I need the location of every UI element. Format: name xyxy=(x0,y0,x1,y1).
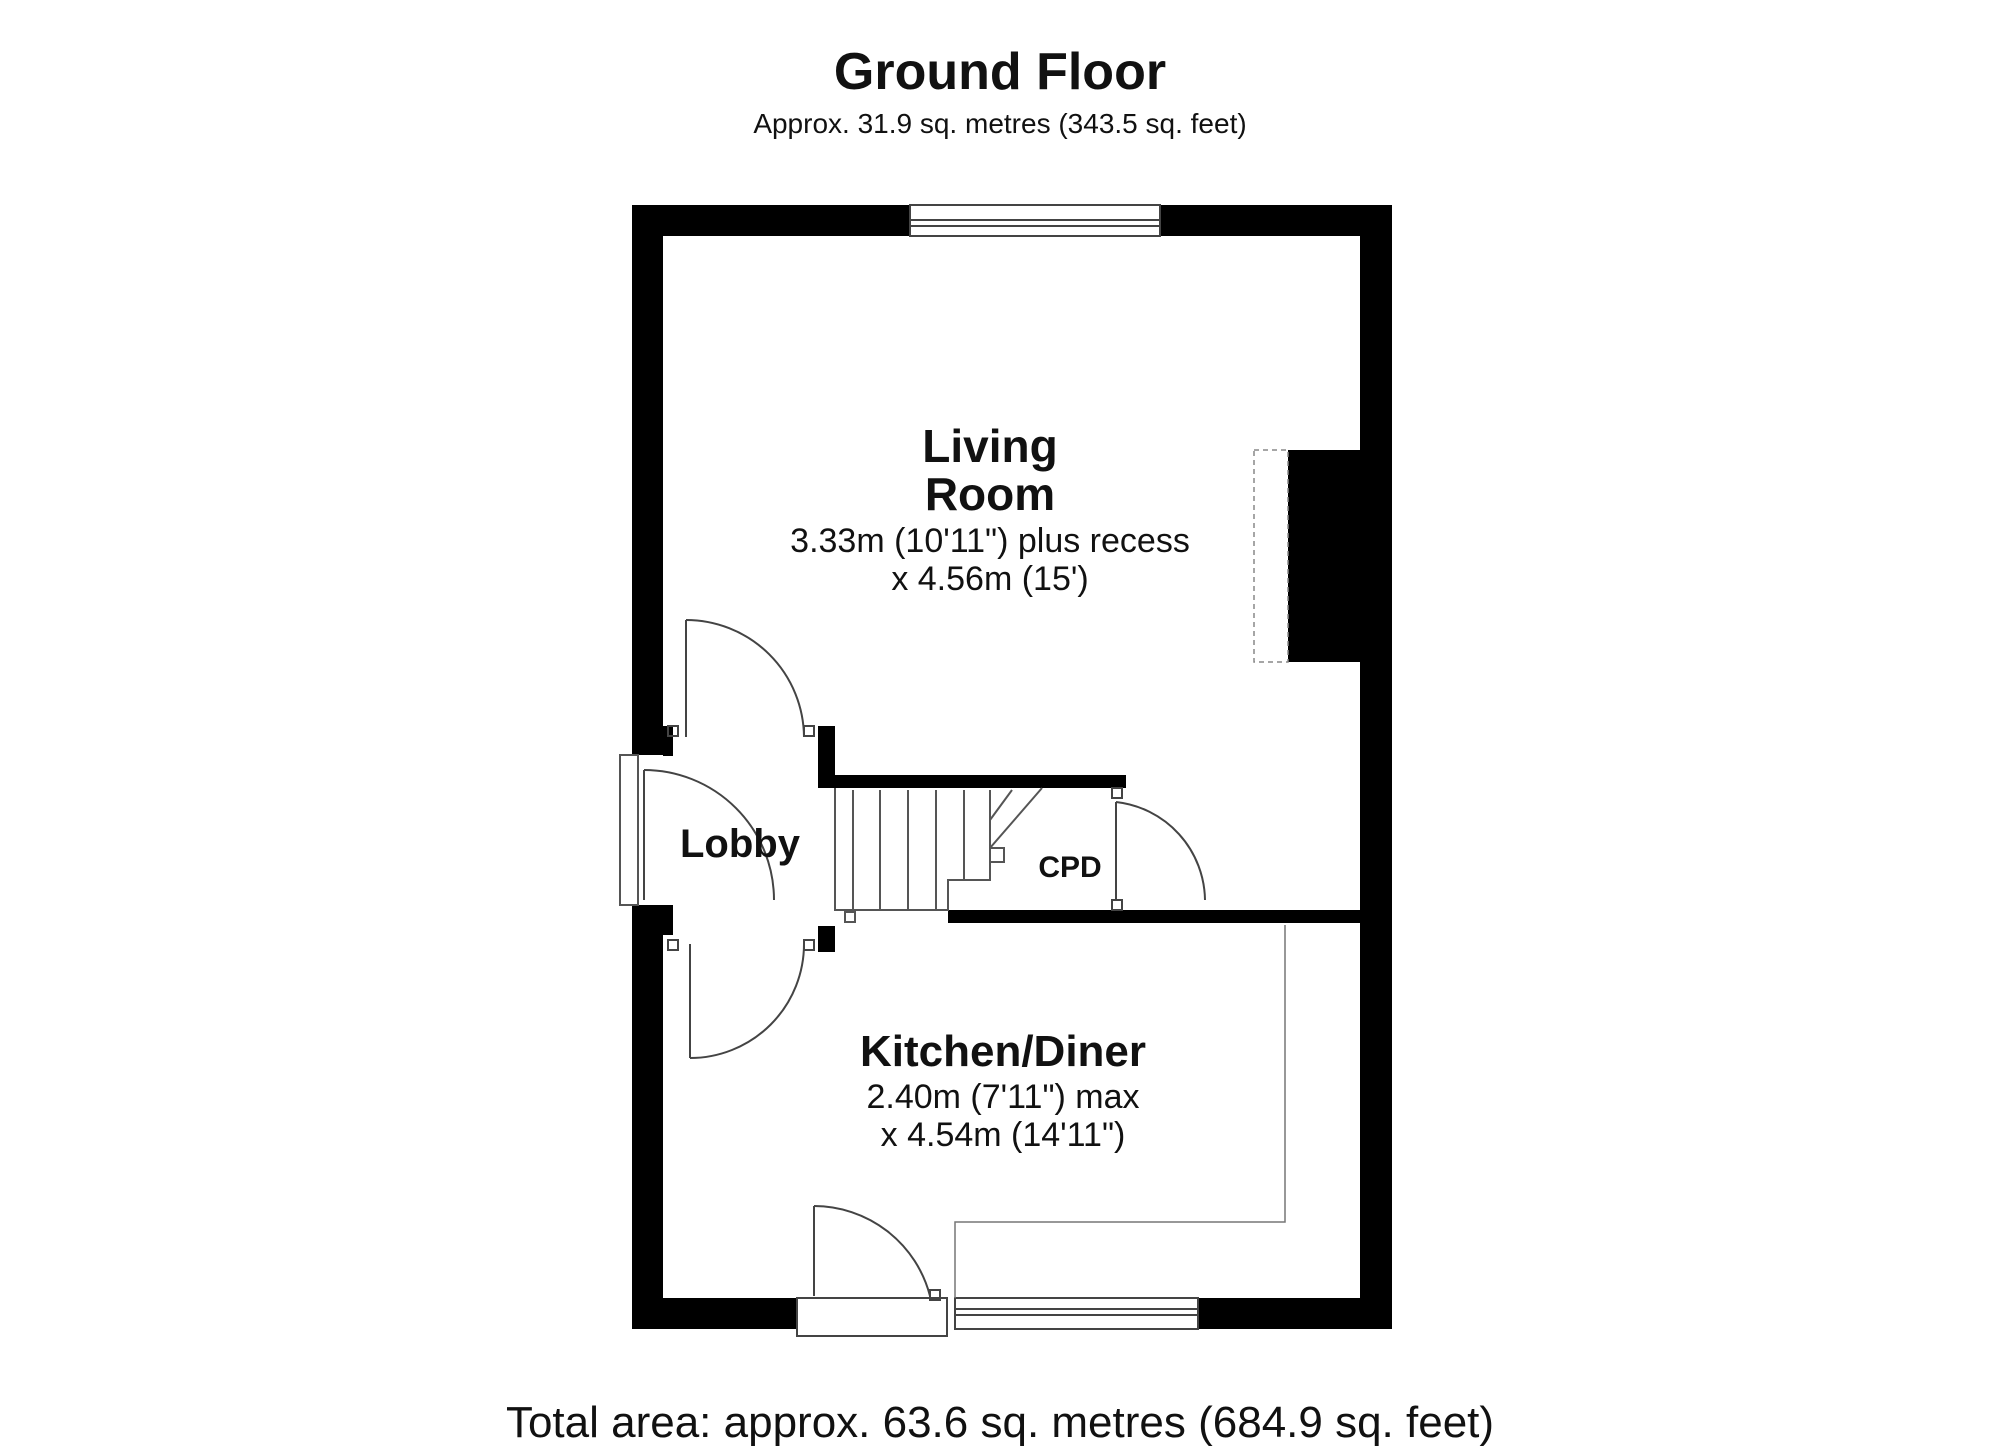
kitchen-diner-name: Kitchen/Diner xyxy=(859,1027,1147,1076)
living-room-dims-2: x 4.56m (15') xyxy=(891,560,1089,598)
lobby-jamb-bottom xyxy=(663,905,673,935)
cpd-name: CPD xyxy=(1038,851,1102,884)
lobby-name: Lobby xyxy=(680,822,800,866)
cpd-door-arc xyxy=(1116,802,1205,900)
chimney-breast xyxy=(1288,450,1362,662)
wall-bottom-right xyxy=(1198,1298,1392,1329)
stair-wall-top xyxy=(818,775,1126,788)
windows xyxy=(910,205,1198,1329)
floor-title: Ground Floor xyxy=(833,43,1167,101)
living-room-name-2: Room xyxy=(924,468,1056,520)
kitchen-divider-wall xyxy=(948,910,1364,923)
wall-left-lower xyxy=(632,905,663,1329)
front-door-frame xyxy=(620,755,638,905)
wall-left-upper xyxy=(632,205,663,755)
door-swings xyxy=(644,620,1205,1336)
kitchen-diner-dims-1: 2.40m (7'11") max xyxy=(866,1078,1140,1116)
lobby-living-door-arc xyxy=(686,620,804,737)
back-door-arc xyxy=(814,1206,930,1296)
kitchen-diner-dims-2: x 4.54m (14'11") xyxy=(880,1116,1126,1154)
staircase xyxy=(835,788,1042,922)
kitchen-window xyxy=(955,1298,1198,1329)
wall-top-right xyxy=(1160,205,1392,236)
living-room-dims-1: 3.33m (10'11") plus recess xyxy=(790,522,1190,560)
lobby-kitchen-door-arc xyxy=(690,944,804,1058)
wall-bottom-left xyxy=(632,1298,797,1329)
outer-walls xyxy=(632,205,1392,1329)
floor-area-subtitle: Approx. 31.9 sq. metres (343.5 sq. feet) xyxy=(753,108,1247,139)
wall-right xyxy=(1360,205,1392,1329)
lobby-wall-lower xyxy=(818,926,835,952)
hearth-outline xyxy=(1254,450,1288,662)
total-area: Total area: approx. 63.6 sq. metres (684.9 sq. feet) xyxy=(505,1398,1495,1447)
living-room-name-1: Living xyxy=(922,420,1058,472)
wall-top-left xyxy=(632,205,910,236)
